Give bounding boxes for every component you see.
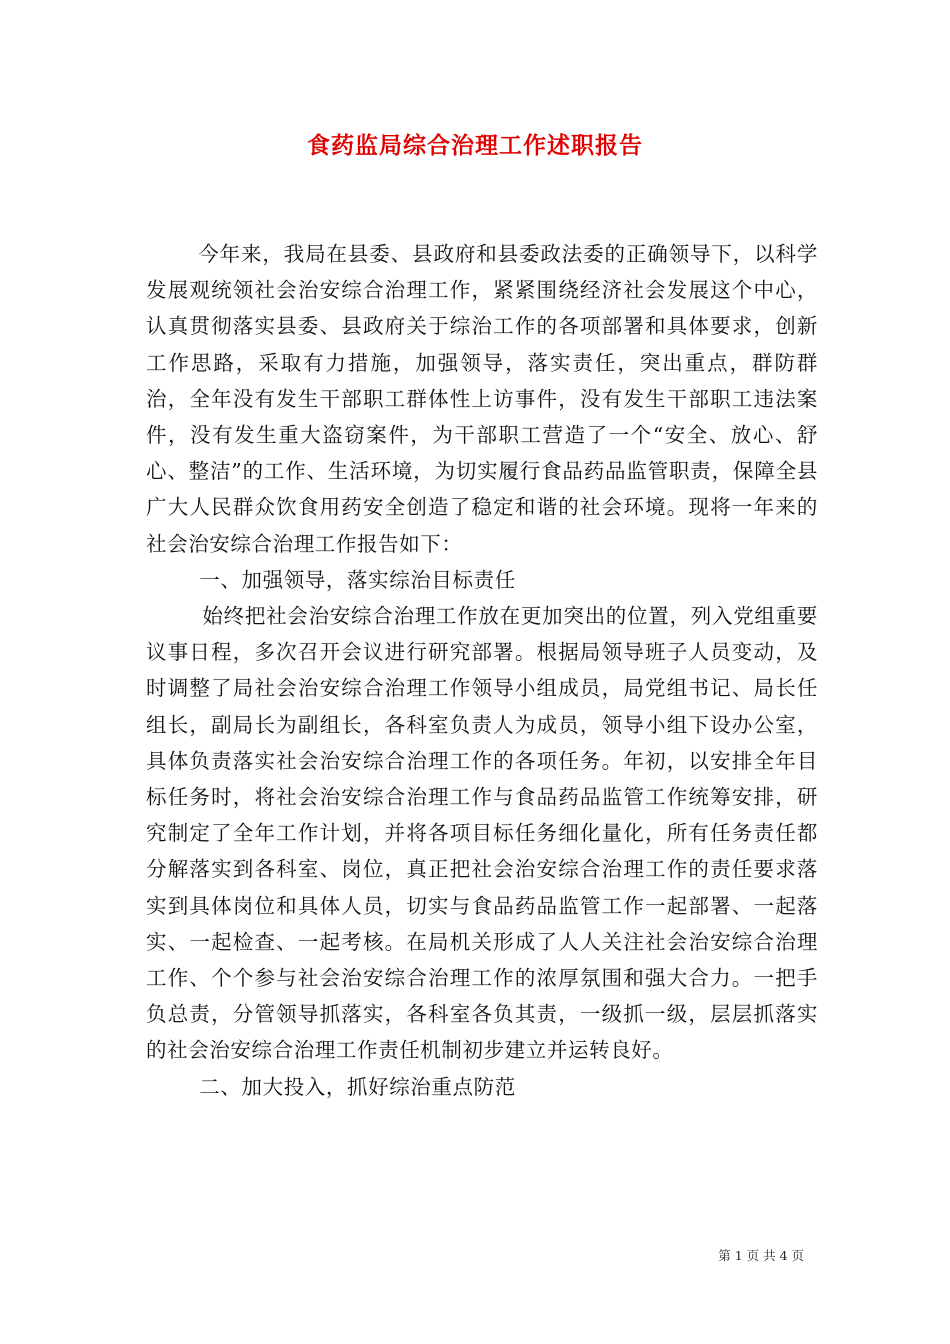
- document-title: 食药监局综合治理工作述职报告: [307, 132, 643, 159]
- document-body: [146, 236, 818, 1105]
- section-heading-2: 二、加大投入，抓好综治重点防范: [199, 1074, 516, 1099]
- page-indicator: 第 1 页 共 4 页: [718, 1248, 804, 1263]
- intro-paragraph: 今年来，我局在县委、县政府和县委政法委的正确领导下，以科学发展观统领社会治安综合治理工作，紧紧围绕经济社会发展这个中心，认真贯彻落实县委、县政府关于综治工作的各项部署和具体要求，创新工作思路，采取有力措施，加强领导，落实责任，突出重点，群防群治，全年没有发生干部职工群体性上访事件，没有发生干部职工违法案件，没有发生重大盗窃案件，为干部职工营造了一个“安全、放心、舒心、整洁”的工作、生活环境，为切实履行食品药品监管职责，保障全县广大人民群众饮食用药安全创造了稳定和谐的社会环境。现将一年来的社会治安综合治理工作报告如下：: [146, 242, 818, 556]
- section-heading-1: 一、加强领导，落实综治目标责任: [199, 567, 516, 592]
- section-1-paragraph: 始终把社会治安综合治理工作放在更加突出的位置，列入党组重要议事日程，多次召开会议进行研究部署。根据局领导班子人员变动，及时调整了局社会治安综合治理工作领导小组成员，局党组书记、局长任组长，副局长为副组长，各科室负责人为成员，领导小组下设办公室，具体负责落实社会治安综合治理工作的各项任务。年初，以安排全年目标任务时，将社会治安综合治理工作与食品药品监管工作统筹安排，研究制定了全年工作计划，并将各项目标任务细化量化，所有任务责任都分解落实到各科室、岗位，真正把社会治安综合治理工作的责任要求落实到具体岗位和具体人员，切实与食品药品监管工作一起部署、一起落实、一起检查、一起考核。在局机关形成了人人关注社会治安综合治理工作、个个参与社会治安综合治理工作的浓厚氛围和强大合力。一把手负总责，分管领导抓落实，各科室各负其责，一级抓一级，层层抓落实的社会治安综合治理工作责任机制初步建立并运转良好。: [146, 604, 818, 1063]
